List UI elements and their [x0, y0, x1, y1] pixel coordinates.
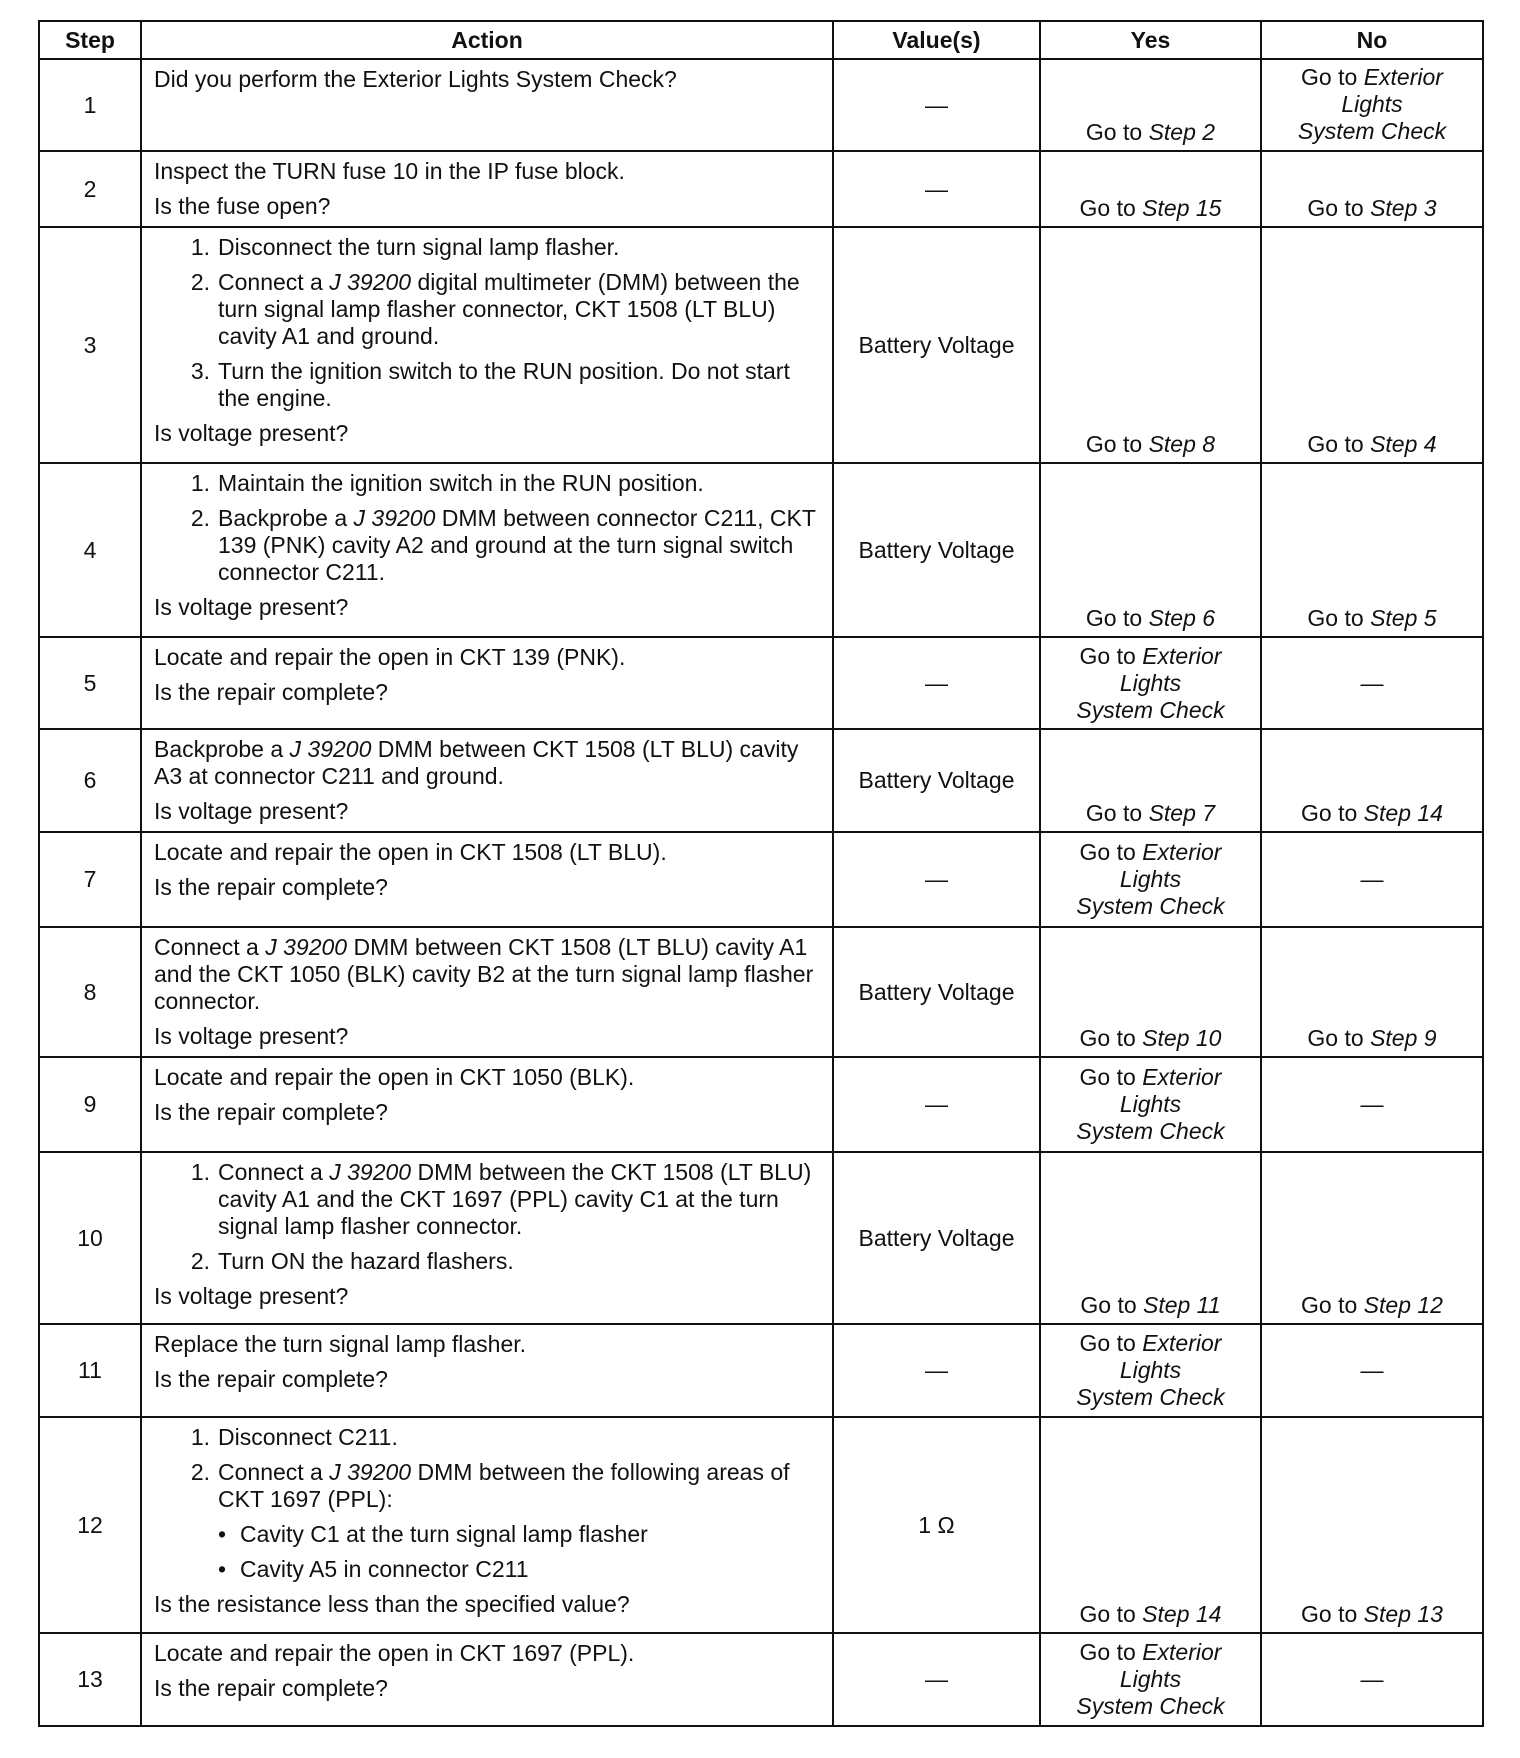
- step-number: 2: [39, 151, 141, 227]
- go-to-text: Go to: [1307, 1025, 1364, 1051]
- list-item-text: DMM between the CKT 1508 (LT BLU) cavity A1 and the CKT 1697 (PPL) cavity C1 at the turn signal lamp flasher connector.: [218, 1159, 812, 1239]
- step-link: Step 3: [1370, 195, 1437, 221]
- list-item-text: DMM between connector C211, CKT 139 (PNK) cavity A2 and ground at the turn signal switch connector C211.: [218, 505, 816, 585]
- go-to-text: Go to: [1301, 1292, 1358, 1318]
- question-text: Is the repair complete?: [154, 1099, 388, 1125]
- yes-cell: [1040, 729, 1261, 832]
- action-cell: [141, 227, 833, 463]
- yes-cell: [1040, 637, 1261, 729]
- action-cell: [141, 637, 833, 729]
- action-text: [154, 736, 822, 790]
- tool-name: J 39200: [329, 1159, 412, 1185]
- list-item-text: Turn ON the hazard flashers.: [218, 1248, 514, 1274]
- go-to-text: Go to: [1079, 1064, 1136, 1090]
- action-cell: [141, 151, 833, 227]
- go-to-text: Go to: [1079, 1330, 1136, 1356]
- header-action: Action: [141, 21, 833, 59]
- list-item-text: Connect a: [218, 1159, 323, 1185]
- no-cell: —: [1261, 1633, 1483, 1726]
- tool-name: J 39200: [329, 1459, 412, 1485]
- no-cell: —: [1261, 1324, 1483, 1417]
- lights-text: Lights: [1119, 1666, 1182, 1692]
- exterior-text: Exterior: [1363, 64, 1443, 90]
- go-to-text: Go to: [1079, 1601, 1136, 1627]
- step-number: 7: [39, 832, 141, 927]
- question-text: Is voltage present?: [154, 1283, 349, 1309]
- list-item-text: Backprobe a: [218, 505, 348, 531]
- step-link: Step 12: [1363, 1292, 1443, 1318]
- question-text: Is the repair complete?: [154, 874, 388, 900]
- step-link: Step 15: [1142, 195, 1222, 221]
- go-to-text: Go to: [1307, 195, 1364, 221]
- header-row: [39, 21, 1483, 59]
- yes-cell: [1040, 151, 1261, 227]
- list-item: 3. Turn the ignition switch to the RUN position. Do not start the engine.: [154, 358, 822, 412]
- tool-name: J 39200: [353, 505, 436, 531]
- action-cell: [141, 463, 833, 637]
- go-to-text: Go to: [1085, 800, 1143, 826]
- action-cell: [141, 832, 833, 927]
- step-number: 11: [39, 1324, 141, 1417]
- action-cell: [141, 1633, 833, 1726]
- step-link: Step 4: [1370, 431, 1437, 457]
- exterior-text: Exterior: [1142, 1639, 1222, 1665]
- list-item: 1. Disconnect C211.: [154, 1424, 822, 1451]
- bullet-item: • Cavity C1 at the turn signal lamp flasher: [154, 1521, 822, 1548]
- step-link: Step 2: [1148, 119, 1216, 145]
- step-number: 1: [39, 59, 141, 151]
- value-cell: —: [833, 1633, 1040, 1726]
- yes-cell: [1040, 59, 1261, 151]
- lights-text: Lights: [1341, 91, 1403, 117]
- value-cell: —: [833, 832, 1040, 927]
- question-text: Is voltage present?: [154, 798, 349, 824]
- list-item-text: Maintain the ignition switch in the RUN position.: [218, 470, 704, 496]
- action-text: Locate and repair the open in CKT 1050 (BLK).: [154, 1064, 635, 1090]
- exterior-text: Exterior: [1142, 642, 1222, 669]
- action-text: Inspect the TURN fuse 10 in the IP fuse block.: [154, 158, 625, 184]
- table-row: [39, 729, 1483, 832]
- table-row: [39, 637, 1483, 729]
- table-row: [39, 1057, 1483, 1152]
- list-item-text: DMM between the following areas of CKT 1697 (PPL):: [218, 1459, 790, 1512]
- list-item: 1. Connect a J 39200 DMM between the CKT 1508 (LT BLU) cavity A1 and the CKT 1697 (PPL) cavity C1 at the turn signal lamp flasher connector.: [190, 1159, 812, 1239]
- go-to-text: Go to: [1085, 119, 1143, 145]
- step-number: 10: [39, 1152, 141, 1324]
- action-text-part: Backprobe a: [154, 736, 284, 762]
- table-row: [39, 463, 1483, 637]
- value-cell: Battery Voltage: [833, 1152, 1040, 1324]
- yes-cell: [1040, 227, 1261, 463]
- action-cell: [141, 729, 833, 832]
- question-text: Is the repair complete?: [154, 679, 388, 705]
- lights-text: Lights: [1119, 1357, 1182, 1383]
- bullet-text: Cavity A5 in connector C211: [240, 1556, 529, 1582]
- step-number: 13: [39, 1633, 141, 1726]
- list-item: 2. Connect a J 39200 digital multimeter (DMM) between the turn signal lamp flasher connector, CKT 1508 (LT BLU) cavity A1 and ground.: [190, 269, 800, 349]
- step-number: 8: [39, 927, 141, 1057]
- action-cell: [141, 1057, 833, 1152]
- yes-cell: [1040, 1057, 1261, 1152]
- value-cell: —: [833, 151, 1040, 227]
- no-cell: [1261, 927, 1483, 1057]
- action-cell: [141, 59, 833, 151]
- yes-cell: [1040, 1633, 1261, 1726]
- lights-text: Lights: [1119, 866, 1182, 892]
- table-row: [39, 1633, 1483, 1726]
- go-to-text: Go to: [1307, 605, 1364, 631]
- go-to-text: Go to: [1307, 431, 1364, 457]
- value-cell: Battery Voltage: [833, 927, 1040, 1057]
- system-check-link: System Check: [1076, 696, 1225, 723]
- yes-cell: [1040, 1152, 1261, 1324]
- list-item-text: Connect a: [218, 269, 323, 295]
- list-item: 2. Turn ON the hazard flashers.: [154, 1248, 822, 1275]
- list-item: 2. Connect a J 39200 DMM between the following areas of CKT 1697 (PPL):: [190, 1459, 790, 1512]
- step-number: 5: [39, 637, 141, 729]
- step-link: Step 7: [1148, 800, 1216, 826]
- lights-text: Lights: [1119, 1091, 1182, 1117]
- action-text: Replace the turn signal lamp flasher.: [154, 1331, 527, 1357]
- question-text: Is the repair complete?: [154, 1675, 388, 1701]
- bullet-item: • Cavity A5 in connector C211: [154, 1556, 822, 1583]
- lights-text: Lights: [1119, 669, 1182, 696]
- value-cell: 1 Ω: [833, 1417, 1040, 1633]
- exterior-text: Exterior: [1142, 839, 1222, 865]
- tool-name: J 39200: [265, 934, 348, 960]
- exterior-text: Exterior: [1142, 1064, 1222, 1090]
- step-number: 12: [39, 1417, 141, 1633]
- action-cell: [141, 927, 833, 1057]
- action-cell: [141, 1152, 833, 1324]
- step-link: Step 8: [1148, 431, 1216, 457]
- step-link: Step 10: [1142, 1025, 1222, 1051]
- list-item-text: Disconnect C211.: [218, 1424, 398, 1450]
- table-row: [39, 832, 1483, 927]
- go-to-text: Go to: [1301, 800, 1358, 826]
- go-to-text: Go to: [1085, 605, 1143, 631]
- action-text: [154, 934, 822, 1015]
- list-item: 1. Maintain the ignition switch in the RUN position.: [154, 470, 822, 497]
- no-cell: [1261, 463, 1483, 637]
- no-cell: [1261, 1417, 1483, 1633]
- value-cell: Battery Voltage: [833, 227, 1040, 463]
- system-check-link: System Check: [1076, 1384, 1225, 1410]
- header-values: Value(s): [833, 21, 1040, 59]
- go-to-text: Go to: [1301, 64, 1358, 90]
- value-cell: Battery Voltage: [833, 463, 1040, 637]
- step-link: Step 11: [1143, 1292, 1221, 1318]
- tool-name: J 39200: [329, 269, 412, 295]
- table-row: [39, 1417, 1483, 1633]
- list-item: 2. Backprobe a J 39200 DMM between connector C211, CKT 139 (PNK) cavity A2 and ground at the turn signal switch connector C211.: [190, 505, 816, 585]
- go-to-text: Go to: [1080, 1292, 1137, 1318]
- go-to-text: Go to: [1079, 1025, 1136, 1051]
- question-text: Is voltage present?: [154, 594, 349, 620]
- table-row: [39, 59, 1483, 151]
- go-to-text: Go to: [1079, 195, 1136, 221]
- action-cell: [141, 1324, 833, 1417]
- system-check-link: System Check: [1297, 118, 1447, 144]
- no-cell: —: [1261, 637, 1483, 729]
- value-cell: —: [833, 59, 1040, 151]
- step-link: Step 9: [1370, 1025, 1437, 1051]
- action-text: Locate and repair the open in CKT 1697 (PPL).: [154, 1640, 635, 1666]
- no-cell: [1261, 729, 1483, 832]
- header-yes: Yes: [1040, 21, 1261, 59]
- question-text: Is the resistance less than the specified value?: [154, 1591, 630, 1617]
- action-text-part: DMM between CKT 1508 (LT BLU) cavity A3 at connector C211 and ground.: [154, 736, 799, 789]
- step-link: Step 13: [1363, 1601, 1443, 1627]
- action-text: Locate and repair the open in CKT 1508 (LT BLU).: [154, 839, 667, 865]
- system-check-link: System Check: [1076, 893, 1225, 919]
- no-cell: [1261, 59, 1483, 151]
- go-to-text: Go to: [1301, 1601, 1358, 1627]
- go-to-text: Go to: [1085, 431, 1143, 457]
- list-item-text: Disconnect the turn signal lamp flasher.: [218, 234, 620, 260]
- go-to-text: Go to: [1079, 839, 1136, 865]
- no-cell: [1261, 1152, 1483, 1324]
- step-number: 6: [39, 729, 141, 832]
- list-item-text: Connect a: [218, 1459, 323, 1485]
- table-row: [39, 227, 1483, 463]
- value-cell: —: [833, 1057, 1040, 1152]
- bullet-text: Cavity C1 at the turn signal lamp flasher: [240, 1521, 648, 1547]
- question-text: Is voltage present?: [154, 1023, 349, 1049]
- go-to-text: Go to: [1079, 642, 1136, 669]
- yes-cell: [1040, 832, 1261, 927]
- value-cell: —: [833, 637, 1040, 729]
- action-text: Did you perform the Exterior Lights System Check?: [154, 66, 677, 92]
- diagnostic-table: [38, 20, 1484, 1727]
- step-link: Step 5: [1370, 605, 1437, 631]
- table-row: [39, 1152, 1483, 1324]
- exterior-text: Exterior: [1142, 1330, 1222, 1356]
- go-to-text: Go to: [1079, 1639, 1136, 1665]
- tool-name: J 39200: [289, 736, 372, 762]
- header-step: Step: [39, 21, 141, 59]
- value-cell: Battery Voltage: [833, 729, 1040, 832]
- list-item-text: Turn the ignition switch to the RUN position. Do not start the engine.: [218, 358, 790, 411]
- table-row: [39, 1324, 1483, 1417]
- step-link: Step 14: [1142, 1601, 1222, 1627]
- system-check-link: System Check: [1076, 1693, 1225, 1719]
- action-text-part: DMM between CKT 1508 (LT BLU) cavity A1 and the CKT 1050 (BLK) cavity B2 at the turn signal lamp flasher connector.: [154, 934, 814, 1014]
- no-cell: [1261, 151, 1483, 227]
- no-cell: [1261, 227, 1483, 463]
- yes-cell: [1040, 1324, 1261, 1417]
- system-check-link: System Check: [1076, 1118, 1225, 1144]
- question-text: Is the fuse open?: [154, 193, 331, 219]
- list-item-text: digital multimeter (DMM) between the turn signal lamp flasher connector, CKT 1508 (LT BLU) cavity A1 and ground.: [218, 269, 800, 349]
- no-cell: —: [1261, 1057, 1483, 1152]
- yes-cell: [1040, 927, 1261, 1057]
- table-row: [39, 927, 1483, 1057]
- question-text: Is voltage present?: [154, 420, 349, 446]
- step-link: Step 6: [1148, 605, 1216, 631]
- header-no: No: [1261, 21, 1483, 59]
- step-link: Step 14: [1363, 800, 1443, 826]
- value-cell: —: [833, 1324, 1040, 1417]
- step-number: 9: [39, 1057, 141, 1152]
- step-number: 4: [39, 463, 141, 637]
- action-text-part: Connect a: [154, 934, 259, 960]
- question-text: Is the repair complete?: [154, 1366, 388, 1392]
- no-cell: —: [1261, 832, 1483, 927]
- step-number: 3: [39, 227, 141, 463]
- list-item: 1. Disconnect the turn signal lamp flasher.: [154, 234, 822, 261]
- action-text: Locate and repair the open in CKT 139 (PNK).: [154, 644, 626, 670]
- table-row: [39, 151, 1483, 227]
- yes-cell: [1040, 1417, 1261, 1633]
- yes-cell: [1040, 463, 1261, 637]
- action-cell: [141, 1417, 833, 1633]
